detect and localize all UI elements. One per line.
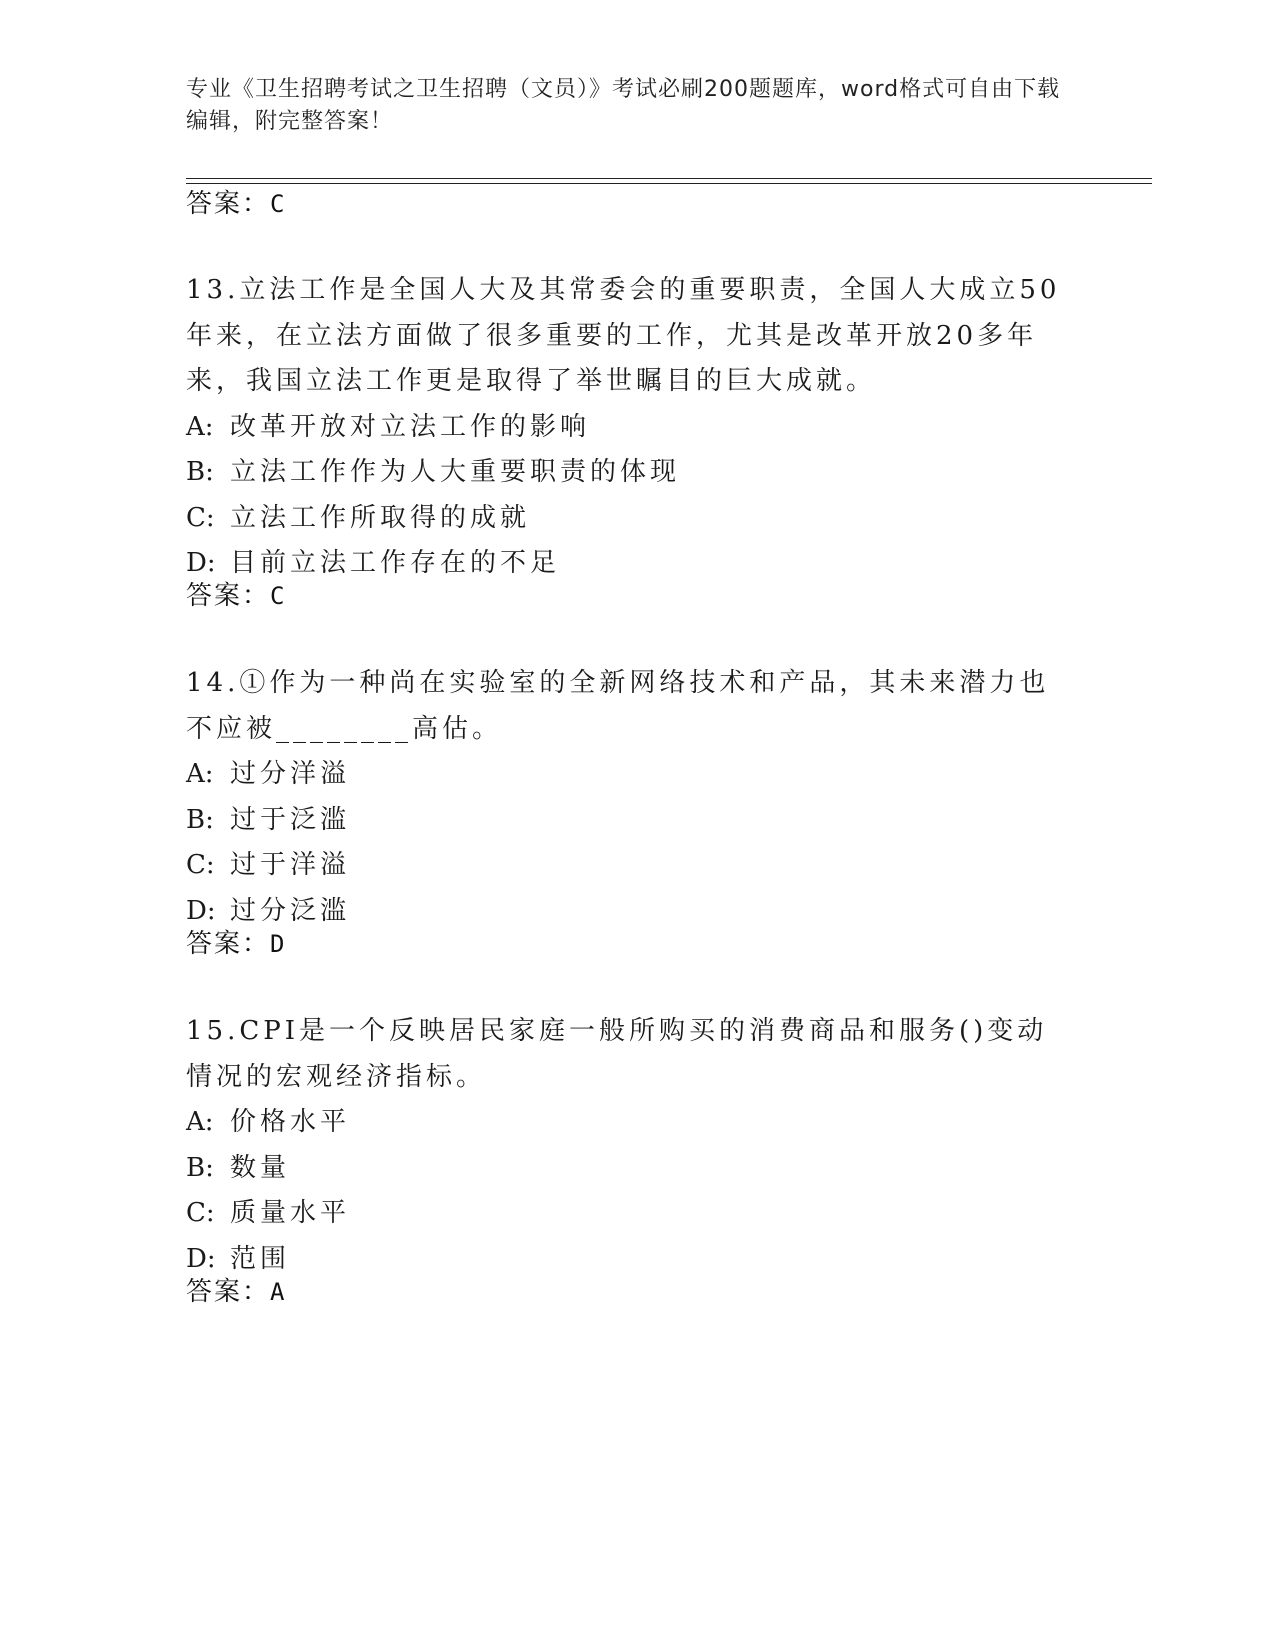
answer-value: D <box>270 930 285 958</box>
option-letter: B: <box>186 804 214 835</box>
option-text: 改革开放对立法工作的影响 <box>230 411 591 442</box>
question-stem: 13.立法工作是全国人大及其常委会的重要职责，全国人大成立50年来，在立法方面做了很多重要的工作，尤其是改革开放20多年来，我国立法工作更是取得了举世瞩目的巨大成就。 <box>186 275 1061 396</box>
option-d <box>186 1237 1076 1283</box>
option-a <box>186 752 1076 798</box>
answer-line-15 <box>186 1274 284 1310</box>
answer-value: C <box>270 190 285 218</box>
question-stem: 14.①作为一种尚在实验室的全新网络技术和产品，其未来潜力也不应被________高估。 <box>186 668 1050 744</box>
question-13 <box>186 268 1076 587</box>
option-letter: C: <box>186 502 215 533</box>
option-letter: A: <box>186 759 214 789</box>
option-text: 立法工作所取得的成就 <box>230 502 531 533</box>
option-d <box>186 889 1076 935</box>
answer-line-14 <box>186 926 284 962</box>
option-text: 数量 <box>230 1152 291 1183</box>
option-text: 过分洋溢 <box>230 759 351 789</box>
answer-label: 答案： <box>186 1277 271 1307</box>
answer-line-prev <box>186 186 284 222</box>
option-text: 目前立法工作存在的不足 <box>230 548 561 578</box>
option-letter: C: <box>186 1198 215 1228</box>
option-text: 立法工作作为人大重要职责的体现 <box>230 457 681 487</box>
option-text: 质量水平 <box>230 1198 351 1228</box>
header-divider-bottom <box>186 183 1152 184</box>
option-letter: A: <box>186 411 214 442</box>
answer-line-13 <box>186 578 284 614</box>
option-letter: B: <box>186 457 214 487</box>
header-note: 专业《卫生招聘考试之卫生招聘（文员）》考试必刷200题题库，word格式可自由下载编辑，附完整答案！ <box>186 77 1061 134</box>
option-letter: D: <box>186 895 216 926</box>
option-text: 范围 <box>230 1243 291 1274</box>
option-b <box>186 450 1076 496</box>
option-text: 过于泛滥 <box>230 804 351 835</box>
answer-value: A <box>270 1278 285 1306</box>
option-letter: B: <box>186 1152 214 1183</box>
option-b <box>186 798 1076 844</box>
answer-label: 答案： <box>186 189 271 219</box>
header-divider-top <box>186 178 1152 179</box>
option-letter: D: <box>186 548 216 578</box>
option-letter: D: <box>186 1243 216 1274</box>
option-a <box>186 405 1076 451</box>
question-14 <box>186 661 1076 934</box>
option-letter: C: <box>186 850 215 880</box>
option-d <box>186 541 1076 587</box>
answer-label: 答案： <box>186 581 271 611</box>
question-15 <box>186 1009 1076 1282</box>
option-c <box>186 496 1076 542</box>
option-text: 过分泛滥 <box>230 895 351 926</box>
option-c <box>186 1191 1076 1237</box>
answer-label: 答案： <box>186 929 271 959</box>
option-c <box>186 843 1076 889</box>
option-a <box>186 1100 1076 1146</box>
option-b <box>186 1146 1076 1192</box>
option-letter: A: <box>186 1107 214 1137</box>
option-text: 价格水平 <box>230 1107 351 1137</box>
question-stem: 15.CPI是一个反映居民家庭一般所购买的消费商品和服务()变动情况的宏观经济指标。 <box>186 1016 1048 1092</box>
answer-value: C <box>270 582 285 610</box>
option-text: 过于洋溢 <box>230 850 351 880</box>
